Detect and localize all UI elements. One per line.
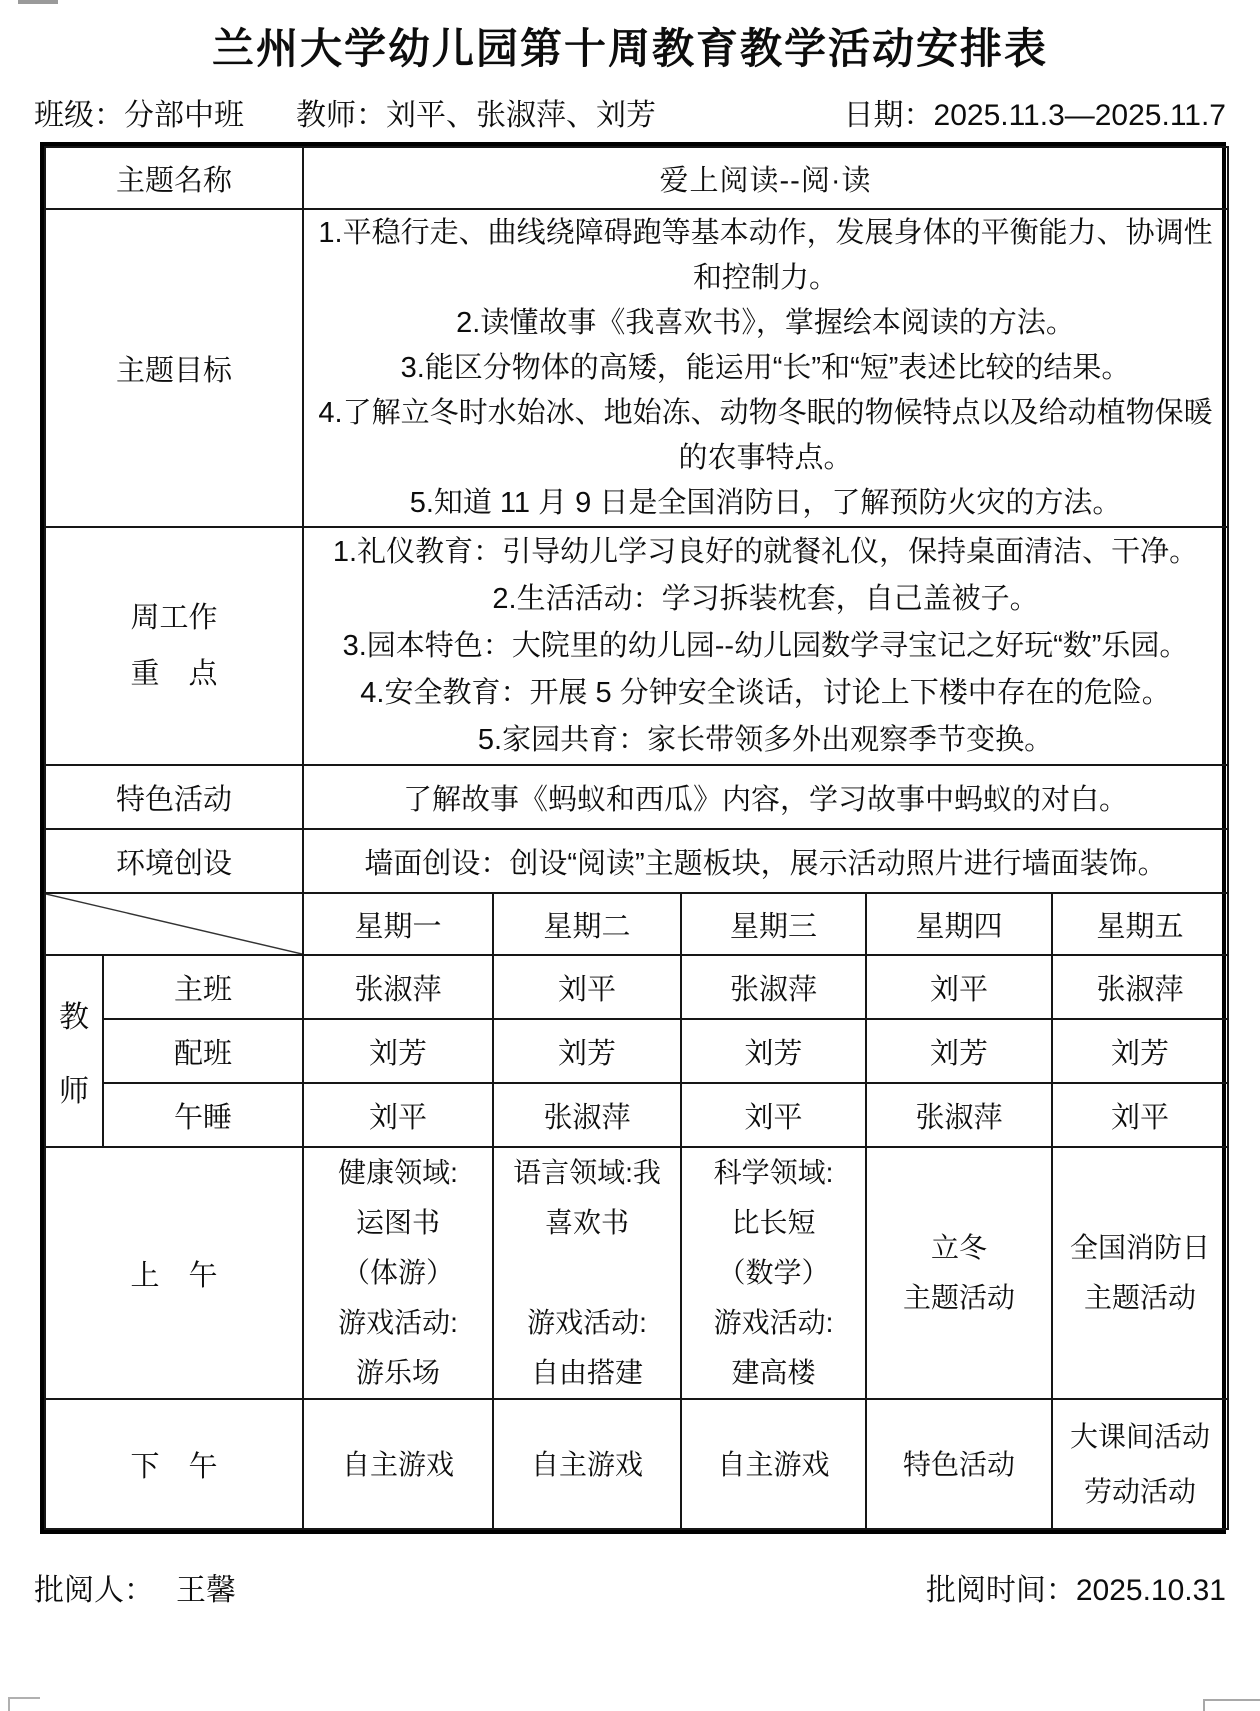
table-row-theme-name — [45, 147, 1228, 209]
goal-item: 3.能区分物体的高矮，能运用“长”和“短”表述比较的结果。 — [400, 351, 1131, 384]
date-value: 2025.11.3—2025.11.7 — [933, 99, 1226, 132]
activity-line: 大课间活动 — [1070, 1421, 1211, 1452]
table-row-theme-goals — [45, 209, 1228, 527]
teacher-group-label — [45, 955, 103, 1147]
goal-item: 1.平稳行走、曲线绕障碍跑等基本动作，发展身体的平衡能力、协调性和控制力。 — [318, 216, 1213, 294]
reviewer-value: 王馨 — [176, 1574, 236, 1607]
assistant-teacher-label: 配班 — [103, 1019, 303, 1083]
nap-teacher-wed: 刘平 — [681, 1083, 866, 1147]
table-row-week-focus — [45, 527, 1228, 765]
activity-line: 游戏活动: — [527, 1307, 647, 1338]
schedule-table — [44, 146, 1229, 1530]
activity-line: 游戏活动: — [338, 1307, 458, 1338]
activity-line: （数学） — [717, 1257, 830, 1288]
teachers-field — [296, 90, 656, 134]
morning-wed — [681, 1147, 866, 1399]
assistant-teacher-tue: 刘芳 — [493, 1019, 681, 1083]
activity-line: 喜欢书 — [545, 1207, 630, 1238]
lead-teacher-tue: 刘平 — [493, 955, 681, 1019]
nap-teacher-label: 午睡 — [103, 1083, 303, 1147]
activity-line: 比长短 — [731, 1207, 816, 1238]
table-row-nap-teacher — [45, 1083, 1228, 1147]
review-footer — [0, 1564, 1260, 1610]
week-focus-item: 2.生活活动：学习拆装枕套，自己盖被子。 — [492, 582, 1039, 615]
table-row-special-activity — [45, 765, 1228, 829]
special-activity-value: 了解故事《蚂蚁和西瓜》内容，学习故事中蚂蚁的对白。 — [303, 765, 1228, 829]
morning-fri — [1052, 1147, 1228, 1399]
diagonal-header-cell — [45, 893, 303, 955]
environment-label: 环境创设 — [45, 829, 303, 893]
week-focus-item: 5.家园共育：家长带领多外出观察季节变换。 — [477, 723, 1054, 756]
nap-teacher-thu: 张淑萍 — [866, 1083, 1052, 1147]
nap-teacher-fri: 刘平 — [1052, 1083, 1228, 1147]
goal-item: 2.读懂故事《我喜欢书》，掌握绘本阅读的方法。 — [456, 306, 1075, 339]
class-label: 班级： — [34, 99, 124, 132]
lead-teacher-fri: 张淑萍 — [1052, 955, 1228, 1019]
schedule-table-border — [40, 142, 1226, 1534]
activity-line: 立冬 — [931, 1232, 988, 1263]
afternoon-label: 下 午 — [45, 1399, 303, 1529]
day-header-wednesday: 星期三 — [681, 893, 866, 955]
activity-line: 语言领域:我 — [513, 1157, 661, 1188]
lead-teacher-label: 主班 — [103, 955, 303, 1019]
activity-line — [494, 1248, 680, 1298]
week-focus-item: 4.安全教育：开展 5 分钟安全谈话，讨论上下楼中存在的危险。 — [360, 676, 1171, 709]
class-value: 分部中班 — [124, 99, 244, 132]
scan-artifact-bottom-right — [1203, 1699, 1260, 1711]
afternoon-fri — [1052, 1399, 1228, 1529]
day-header-monday: 星期一 — [303, 893, 493, 955]
table-row-afternoon — [45, 1399, 1228, 1529]
activity-line: 自由搭建 — [531, 1357, 644, 1388]
morning-thu — [866, 1147, 1052, 1399]
date-label: 日期： — [843, 99, 934, 132]
reviewer-label: 批阅人： — [34, 1574, 154, 1607]
theme-goals-label: 主题目标 — [45, 209, 303, 527]
nap-teacher-tue: 张淑萍 — [493, 1083, 681, 1147]
class-field — [34, 90, 244, 134]
activity-line: 科学领域: — [713, 1157, 834, 1188]
review-time-field — [926, 1565, 1226, 1609]
assistant-teacher-wed: 刘芳 — [681, 1019, 866, 1083]
lead-teacher-mon: 张淑萍 — [303, 955, 493, 1019]
table-row-environment — [45, 829, 1228, 893]
week-focus-label-line1: 周工作 — [130, 602, 218, 634]
activity-line: 健康领域: — [338, 1157, 458, 1188]
lead-teacher-thu: 刘平 — [866, 955, 1052, 1019]
teachers-label: 教师： — [296, 99, 386, 132]
afternoon-wed — [681, 1399, 866, 1529]
activity-line: 全国消防日 — [1070, 1232, 1211, 1263]
theme-name-value: 爱上阅读--阅·读 — [303, 147, 1228, 209]
theme-goals-content — [303, 209, 1228, 527]
activity-line: 运图书 — [356, 1207, 441, 1238]
assistant-teacher-thu: 刘芳 — [866, 1019, 1052, 1083]
page-title: 兰州大学幼儿园第十周教育教学活动安排表 — [211, 25, 1048, 72]
teachers-value: 刘平、张淑萍、刘芳 — [386, 99, 656, 132]
activity-line: 自主游戏 — [342, 1448, 455, 1480]
activity-line: 建高楼 — [731, 1357, 816, 1388]
week-focus-item: 3.园本特色：大院里的幼儿园--幼儿园数学寻宝记之好玩“数”乐园。 — [342, 629, 1189, 662]
assistant-teacher-fri: 刘芳 — [1052, 1019, 1228, 1083]
week-focus-label-line2: 重 点 — [130, 658, 218, 690]
table-row-assistant-teacher — [45, 1019, 1228, 1083]
activity-line: 自主游戏 — [717, 1448, 830, 1480]
review-time-value: 2025.10.31 — [1075, 1574, 1226, 1607]
morning-label: 上 午 — [45, 1147, 303, 1399]
morning-tue — [493, 1147, 681, 1399]
week-focus-label — [45, 527, 303, 765]
theme-name-label: 主题名称 — [45, 147, 303, 209]
day-header-thursday: 星期四 — [866, 893, 1052, 955]
teacher-label-char: 师 — [59, 1075, 89, 1108]
activity-line: 游乐场 — [356, 1357, 441, 1388]
assistant-teacher-mon: 刘芳 — [303, 1019, 493, 1083]
scan-artifact-bottom-left — [8, 1697, 40, 1711]
table-row-morning — [45, 1147, 1228, 1399]
table-row-weekday-header — [45, 893, 1228, 955]
activity-line: 主题活动 — [1084, 1282, 1197, 1313]
nap-teacher-mon: 刘平 — [303, 1083, 493, 1147]
goal-item: 5.知道 11 月 9 日是全国消防日，了解预防火灾的方法。 — [409, 486, 1122, 519]
activity-line: 特色活动 — [903, 1448, 1016, 1480]
activity-line: 游戏活动: — [713, 1307, 834, 1338]
afternoon-tue — [493, 1399, 681, 1529]
week-focus-content — [303, 527, 1228, 765]
special-activity-label: 特色活动 — [45, 765, 303, 829]
day-header-tuesday: 星期二 — [493, 893, 681, 955]
activity-line: （体游） — [342, 1257, 455, 1288]
date-field — [844, 90, 1226, 134]
afternoon-thu — [866, 1399, 1052, 1529]
afternoon-mon — [303, 1399, 493, 1529]
activity-line: 主题活动 — [903, 1282, 1016, 1313]
lead-teacher-wed: 张淑萍 — [681, 955, 866, 1019]
document-info-row — [0, 90, 1260, 134]
table-row-lead-teacher — [45, 955, 1228, 1019]
review-time-label: 批阅时间： — [925, 1574, 1076, 1607]
activity-line: 自主游戏 — [531, 1448, 644, 1480]
teacher-label-char: 教 — [59, 1001, 89, 1034]
scan-artifact-top — [18, 0, 58, 4]
environment-value: 墙面创设：创设“阅读”主题板块，展示活动照片进行墙面装饰。 — [303, 829, 1228, 893]
morning-mon — [303, 1147, 493, 1399]
goal-item: 4.了解立冬时水始冰、地始冻、动物冬眠的物候特点以及给动植物保暖的农事特点。 — [318, 396, 1213, 474]
activity-line: 劳动活动 — [1084, 1476, 1197, 1507]
day-header-friday: 星期五 — [1052, 893, 1228, 955]
reviewer-field — [34, 1565, 236, 1609]
week-focus-item: 1.礼仪教育：引导幼儿学习良好的就餐礼仪，保持桌面清洁、干净。 — [332, 535, 1199, 568]
diagonal-divider-line — [46, 894, 302, 954]
